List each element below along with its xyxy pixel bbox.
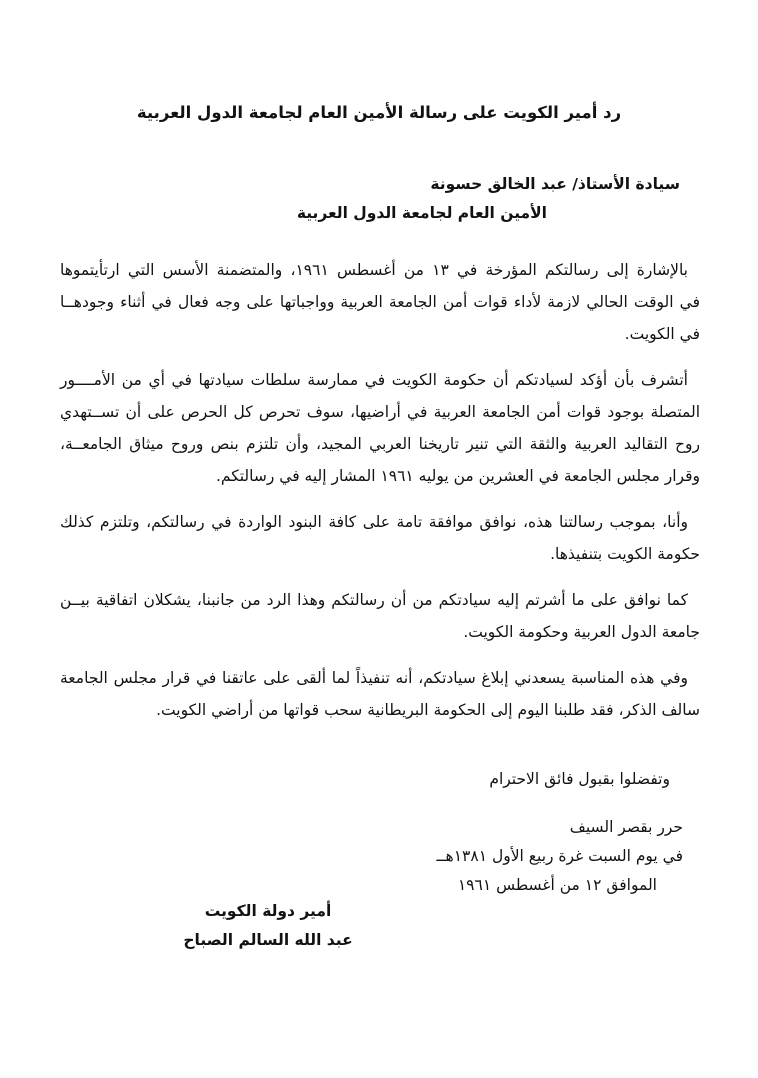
signature-block bbox=[158, 897, 378, 955]
paragraph-line: وقرار مجلس الجامعة في العشرين من يوليه ١٩٦١ المشار إليه في رسالتكم. bbox=[215, 467, 700, 485]
closing-salutation: وتفضلوا بقبول فائق الاحترام bbox=[489, 770, 670, 788]
paragraph-line: المتصلة بوجود قوات أمن الجامعة العربية في أراضيها، سوف تحرص كل الحرص على أن تســتهدي bbox=[60, 403, 700, 421]
addressee-block bbox=[60, 170, 680, 228]
addressee-role: الأمين العام لجامعة الدول العربية bbox=[296, 204, 547, 222]
issued-block bbox=[436, 813, 683, 900]
letter-body bbox=[60, 254, 700, 740]
paragraph-line: وأنا، بموجب رسالتنا هذه، نوافق موافقة تامة على كافة البنود الواردة في رسالتكم، وتلتزم كذلك bbox=[60, 513, 688, 531]
addressee-name: سيادة الأستاذ/ عبد الخالق حسونة bbox=[430, 175, 680, 193]
signer-name: عبد الله السالم الصباح bbox=[183, 931, 353, 949]
paragraph-line: وفي هذه المناسبة يسعدني إبلاغ سيادتكم، أنه تنفيذاً لما ألقى على عاتقنا في قرار مجلس الجامعة bbox=[60, 669, 688, 687]
paragraph-line: في الكويت. bbox=[624, 325, 700, 343]
paragraph-line: جامعة الدول العربية وحكومة الكويت. bbox=[463, 623, 700, 641]
paragraph-line: أتشرف بأن أؤكد لسيادتكم أن حكومة الكويت في ممارسة سلطات سيادتها في أي من الأمــــور bbox=[60, 371, 688, 389]
paragraph-line: كما نوافق على ما أشرتم إليه سيادتكم من أن رسالتكم وهذا الرد من جانبنا، يشكلان اتفاقية بيــن bbox=[60, 591, 688, 609]
issued-hijri-date: في يوم السبت غرة ربيع الأول ١٣٨١هــ bbox=[436, 847, 683, 865]
paragraph-3 bbox=[60, 506, 700, 570]
issued-place: حرر بقصر السيف bbox=[569, 818, 683, 836]
paragraph-line: في الوقت الحالي لازمة لأداء قوات أمن الجامعة العربية وواجباتها على وجه فعال في أثناء وجودهــا bbox=[60, 293, 700, 311]
issued-gregorian-date: الموافق ١٢ من أغسطس ١٩٦١ bbox=[457, 876, 657, 894]
signer-title: أمير دولة الكويت bbox=[204, 902, 332, 920]
paragraph-2 bbox=[60, 364, 700, 492]
paragraph-line: حكومة الكويت بتنفيذها. bbox=[550, 545, 700, 563]
letter-title: رد أمير الكويت على رسالة الأمين العام لجامعة الدول العربية bbox=[136, 103, 622, 122]
paragraph-5 bbox=[60, 662, 700, 726]
paragraph-1 bbox=[60, 254, 700, 350]
paragraph-line: سالف الذكر، فقد طلبنا اليوم إلى الحكومة البريطانية سحب قواتها من أراضي الكويت. bbox=[156, 701, 700, 719]
paragraph-4 bbox=[60, 584, 700, 648]
paragraph-line: بالإشارة إلى رسالتكم المؤرخة في ١٣ من أغسطس ١٩٦١، والمتضمنة الأسس التي ارتأيتموها bbox=[60, 261, 688, 279]
paragraph-line: روح التقاليد العربية والثقة التي تنير تاريخنا العربي المجيد، وأن تلتزم بنص وروح ميثاق الجامعــة، bbox=[60, 435, 700, 453]
